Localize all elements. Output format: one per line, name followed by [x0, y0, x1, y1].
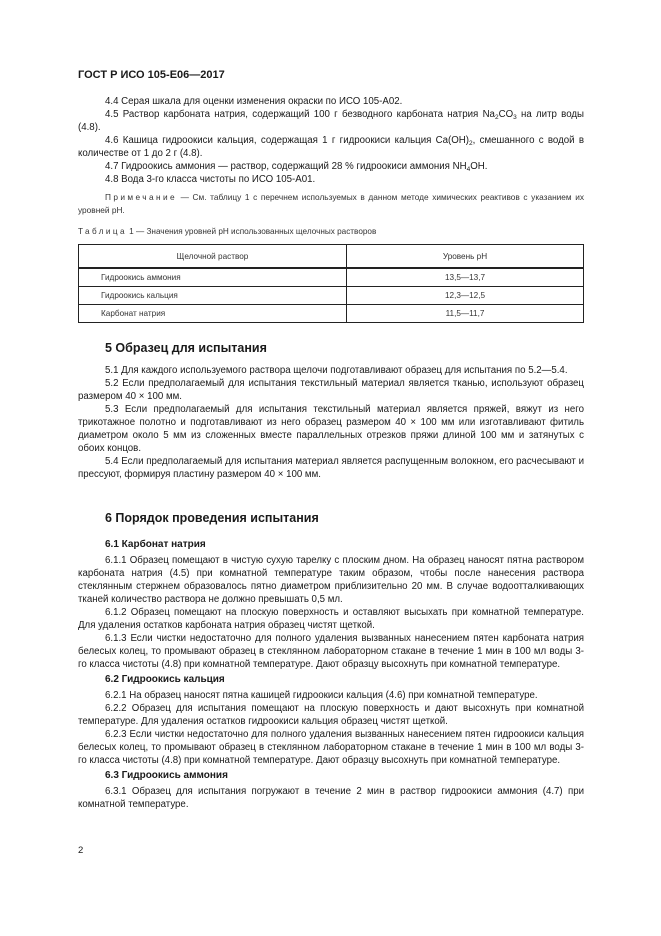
- subsection-heading: 6.3 Гидроокись аммония: [105, 770, 228, 781]
- text: CO: [498, 109, 514, 120]
- text: OH.: [470, 161, 488, 172]
- section-5: [78, 341, 584, 481]
- cell: Карбонат натрия: [79, 305, 347, 323]
- cell: Гидроокись кальция: [79, 287, 347, 305]
- section-heading: 5 Образец для испытания: [105, 341, 267, 355]
- text: 4.6 Кашица гидроокиси кальция, содержащая 1 г гидроокиси кальция Ca(OH): [105, 135, 470, 146]
- item-4-6: [78, 134, 584, 160]
- paragraph: 6.1.2 Образец помещают на плоскую поверхность и оставляют высыхать при комнатной температуре. Для удаления остатков карбоната натрия образец чистят щеткой.: [78, 607, 584, 631]
- column-header: Щелочной раствор: [79, 245, 347, 269]
- cell: 12,3—12,5: [347, 287, 584, 305]
- document-header: ГОСТ Р ИСО 105-Е06—2017: [78, 69, 225, 81]
- paragraph: 6.2.1 На образец наносят пятна кашицей гидроокиси кальция (4.6) при комнатной температуре.: [105, 690, 538, 701]
- subscript: 2: [469, 140, 473, 147]
- paragraph: 6.2.2 Образец для испытания помещают на плоскую поверхность и дают высохнуть при комнатной температуре. Для удаления остатков гидроокиси кальция образец чистят щеткой.: [78, 703, 584, 727]
- text: , смешанного с водой в количестве от 1 до 2 г (4.8).: [78, 135, 584, 159]
- section-6: [78, 511, 584, 811]
- table-row: [79, 305, 584, 323]
- caption-text: 1 — Значения уровней pH использованных щелочных растворов: [126, 227, 377, 236]
- paragraph: 5.3 Если предполагаемый для испытания текстильный материал является пряжей, вяжут из него трикотажное полотно и подготавливают из него образец размером 40 × 100 мм или изготавливают фитиль диаметром около 5 мм из сложенных вместе параллельных отрезков пряжи длиной 100 мм и затянутых с обоих концов.: [78, 404, 584, 454]
- paragraph: 6.1.1 Образец помещают в чистую сухую тарелку с плоским дном. На образец наносят пятна раствором карбоната натрия (4.5) при комнатной температуре таким образом, чтобы после нанесения раствора стеклянным стержнем образовалось пятно диаметром приблизительно 20 мм. В случае водоотталкивающих тканей количество раствора не должно превышать 0,5 мл.: [78, 555, 584, 605]
- table-row: [79, 287, 584, 305]
- cell: Гидроокись аммония: [79, 268, 347, 287]
- paragraph: 5.2 Если предполагаемый для испытания текстильный материал является тканью, используют образец размером 40 × 100 мм.: [78, 378, 584, 402]
- section-4-items: [78, 95, 584, 217]
- subsection-heading: 6.1 Карбонат натрия: [105, 539, 206, 550]
- table-header-row: [79, 245, 584, 269]
- subscript: 2: [494, 114, 499, 121]
- text: 4.5 Раствор карбоната натрия, содержащий 100 г безводного карбоната натрия Na: [105, 109, 495, 120]
- paragraph: 6.3.1 Образец для испытания погружают в течение 2 мин в раствор гидроокиси аммония (4.7) при комнатной температуре.: [78, 786, 584, 810]
- paragraph: 6.1.3 Если чистки недостаточно для полного удаления вызванных нанесением пятен карбоната натрия белесых колец, то промывают образец в стеклянном лабораторном стакане в течение 1 мин в 100 мл воды 3-го класса чистоты (4.8) при комнатной температуре. Дают образцу высохнуть при комнатной температуре.: [78, 633, 584, 670]
- item-4-5: [78, 108, 584, 134]
- item-4-7: [78, 160, 584, 173]
- table-caption: [78, 227, 584, 236]
- cell: 11,5—11,7: [347, 305, 584, 323]
- subscript: 4: [466, 166, 471, 173]
- paragraph: 5.4 Если предполагаемый для испытания материал является распущенным волокном, его расчесывают и прессуют, формируя пластину размером 40 × 100 мм.: [78, 456, 584, 480]
- table-1: [78, 227, 584, 323]
- page-number: 2: [78, 845, 84, 856]
- note-text: — См. таблицу 1 с перечнем используемых в данном методе химических реактивов с указанием их уровней pH.: [78, 192, 584, 215]
- caption-label: Таблица: [78, 227, 127, 236]
- cell: 13,5—13,7: [347, 268, 584, 287]
- item-4-4: 4.4 Серая шкала для оценки изменения окраски по ИСО 105-А02.: [105, 96, 403, 107]
- note-label: Примечание: [105, 192, 178, 202]
- note: [78, 191, 584, 217]
- subscript: 3: [513, 114, 517, 121]
- text: на литр воды (4.8).: [78, 109, 584, 133]
- item-4-8: 4.8 Вода 3-го класса чистоты по ИСО 105-А01.: [105, 174, 316, 185]
- section-heading: 6 Порядок проведения испытания: [105, 511, 319, 525]
- subsection-heading: 6.2 Гидроокись кальция: [105, 674, 225, 685]
- ph-table: [78, 244, 584, 323]
- table-row: [79, 268, 584, 287]
- column-header: Уровень pH: [347, 245, 584, 269]
- text: 4.7 Гидроокись аммония — раствор, содержащий 28 % гидроокиси аммония NH: [105, 161, 467, 172]
- paragraph: 5.1 Для каждого используемого раствора щелочи подготавливают образец для испытания по 5.2—5.4.: [105, 365, 568, 376]
- paragraph: 6.2.3 Если чистки недостаточно для полного удаления вызванных нанесением пятен гидроокиси кальция белесых колец, то промывают образец в стеклянном лабораторном стакане в течение 1 мин в 100 мл воды 3-го класса чистоты (4.8) при комнатной температуре. Дают образцу высохнуть при комнатной температуре.: [78, 729, 584, 766]
